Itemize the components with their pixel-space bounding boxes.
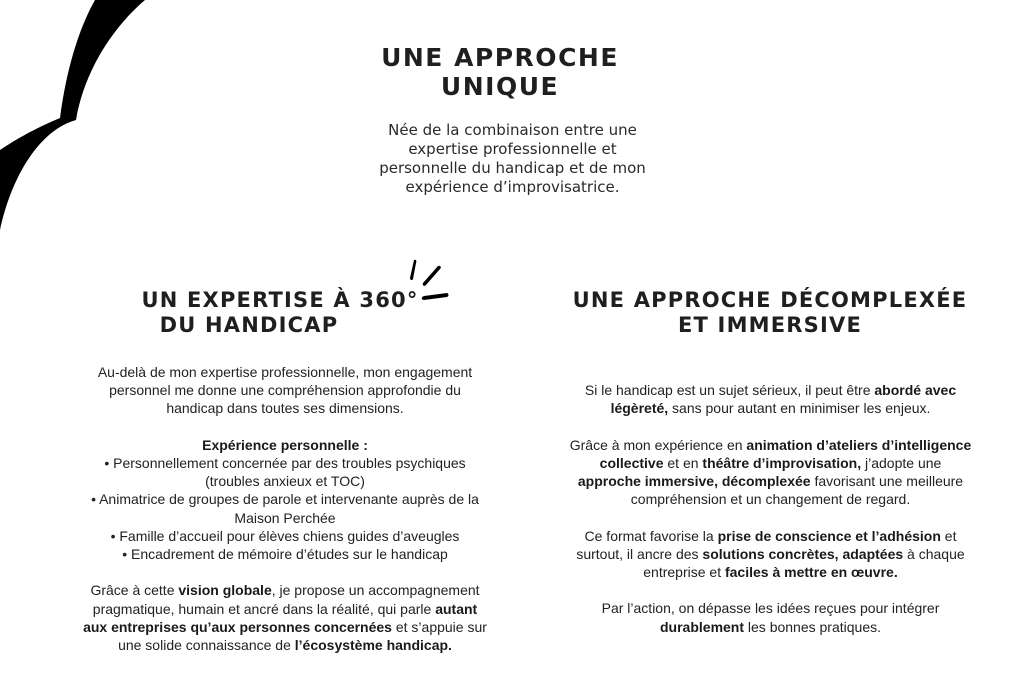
right-column-title <box>560 288 980 338</box>
left-title-line-2: DU HANDICAP <box>159 313 339 337</box>
left-p3-line-2: pragmatique, humain et ancré dans la réalité, qui parle autant <box>92 600 478 617</box>
experience-bullet-2a: • Animatrice de groupes de parole et intervenante auprès de la <box>91 491 479 508</box>
right-p3-line-3: entreprise et faciles à mettre en œuvre. <box>643 564 898 580</box>
page-title <box>300 43 700 101</box>
experience-bullet-1b: (troubles anxieux et TOC) <box>205 473 365 490</box>
right-column-body <box>568 381 973 636</box>
right-title-line-1: UNE APPROCHE DÉCOMPLEXÉE <box>572 288 968 312</box>
left-p1-line-1: Au-delà de mon expertise professionnelle, mon engagement <box>97 364 473 380</box>
right-p4-line-2: durablement les bonnes pratiques. <box>660 618 881 635</box>
left-experience-list <box>80 436 490 563</box>
left-p3-line-3: aux entreprises qu’aux personnes concernées et s’appuie sur <box>83 618 487 635</box>
right-paragraph-3 <box>568 527 973 582</box>
right-p2-line-2: collective et en théâtre d’improvisation, j’adopte une <box>599 454 942 471</box>
right-p1-line-2: légèreté, sans pour autant en minimiser les enjeux. <box>610 400 931 417</box>
right-p2-line-3: approche immersive, décomplexée favorisant une meilleure <box>577 473 964 489</box>
intro-line-3: personnelle du handicap et de mon <box>379 159 646 177</box>
left-title-line-1: UN EXPERTISE À 360° <box>141 288 419 312</box>
right-p3-line-1: Ce format favorise la prise de conscience et l’adhésion et <box>584 527 957 544</box>
left-p3-line-4: une solide connaissance de l’écosystème handicap. <box>118 637 452 654</box>
right-title-line-2: ET IMMERSIVE <box>677 313 863 337</box>
right-p1-line-1: Si le handicap est un sujet sérieux, il peut être abordé avec <box>584 382 957 398</box>
left-paragraph-3 <box>80 581 490 654</box>
intro-text <box>340 121 685 197</box>
right-p2-line-4: compréhension et un changement de regard. <box>630 491 911 508</box>
right-paragraph-2 <box>568 436 973 509</box>
left-column-body <box>80 363 490 654</box>
experience-bullet-2b: Maison Perchée <box>234 509 336 526</box>
right-paragraph-4 <box>568 599 973 635</box>
left-p1-line-3: handicap dans toutes ses dimensions. <box>166 400 404 417</box>
intro-line-2: expertise professionnelle et <box>408 140 617 158</box>
left-p3-line-1: Grâce à cette vision globale, je propose un accompagnement <box>90 582 480 599</box>
intro-line-4: expérience d’improvisatrice. <box>405 178 620 196</box>
right-p4-line-1: Par l’action, on dépasse les idées reçues pour intégrer <box>601 600 940 617</box>
left-paragraph-1 <box>80 363 490 418</box>
experience-bullet-3: • Famille d’accueil pour élèves chiens guides d’aveugles <box>110 527 460 544</box>
arch-decoration-shape <box>0 0 160 235</box>
intro-line-1: Née de la combinaison entre une <box>388 121 637 139</box>
left-column-title <box>130 288 430 338</box>
experience-bullet-1a: • Personnellement concernée par des troubles psychiques <box>104 455 466 471</box>
right-p2-line-1: Grâce à mon expérience en animation d’ateliers d’intelligence <box>569 436 972 453</box>
left-p1-line-2: personnel me donne une compréhension approfondie du <box>109 382 461 399</box>
page-title-line-2: UNIQUE <box>440 72 560 101</box>
experience-bullet-4: • Encadrement de mémoire d’études sur le handicap <box>122 546 448 563</box>
right-p3-line-2: surtout, il ancre des solutions concrètes, adaptées à chaque <box>576 545 965 562</box>
experience-heading: Expérience personnelle : <box>202 436 368 453</box>
page-title-line-1: UNE APPROCHE <box>381 43 619 72</box>
right-paragraph-1 <box>568 381 973 417</box>
